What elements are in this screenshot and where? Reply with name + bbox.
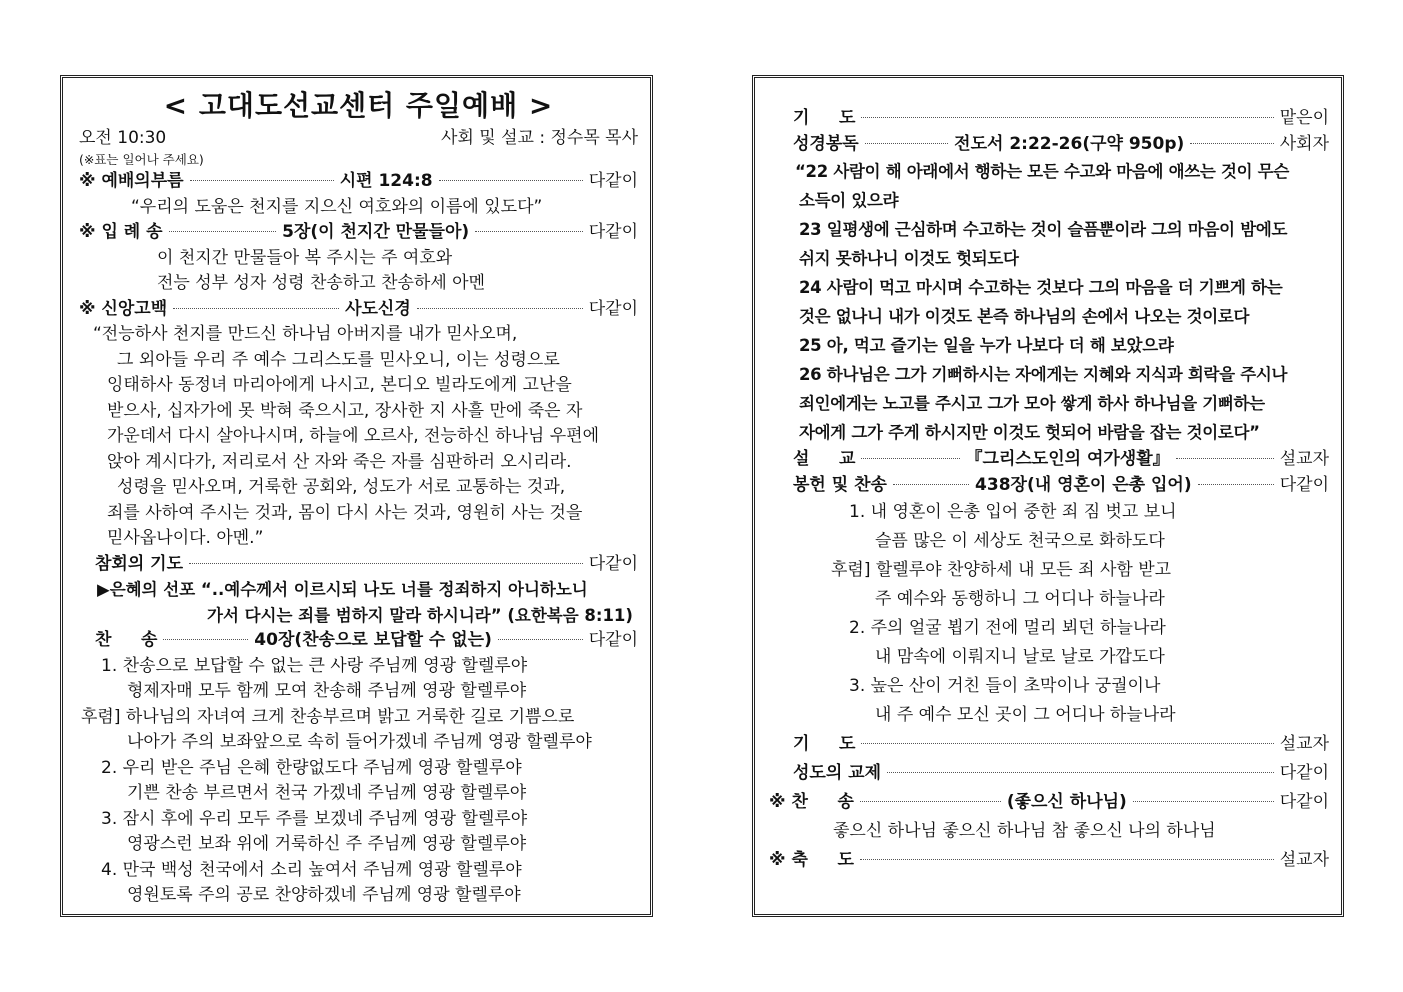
item-label: 찬 송 bbox=[95, 630, 158, 650]
call-verse: “우리의 도움은 천지를 지으신 여호와의 이름에 있도다” bbox=[131, 196, 543, 217]
left-page-content bbox=[79, 78, 638, 909]
item-center: 사도신경 bbox=[345, 298, 411, 319]
dot-leader bbox=[1198, 484, 1274, 485]
dot-leader bbox=[860, 801, 1001, 802]
hymn-line: 형제자매 모두 함께 모여 찬송해 주님께 영광 할렐루야 bbox=[127, 681, 527, 701]
offering-line: 내 주 예수 모신 곳이 그 어디나 하늘나라 bbox=[875, 705, 1176, 725]
item-label: 기 도 bbox=[793, 108, 856, 128]
item-center: 40장(찬송으로 보답할 수 없는) bbox=[254, 630, 492, 650]
reading-line: 자에게 그가 주게 하시지만 이것도 헛되어 바람을 잡는 것이로다” bbox=[799, 423, 1260, 442]
item-label: ※ 축 도 bbox=[769, 850, 854, 870]
item-prayer bbox=[769, 106, 1329, 132]
grace-line: ▶은혜의 선포 “..예수께서 이르시되 나도 너를 정죄하지 아니하노니 bbox=[97, 580, 588, 599]
creed-line: 받으사, 십자가에 못 박혀 죽으시고, 장사한 지 사흘 만에 죽은 자 bbox=[107, 400, 583, 421]
offering-line: 슬픔 많은 이 세상도 천국으로 화하도다 bbox=[875, 531, 1165, 551]
dot-leader bbox=[861, 117, 1273, 118]
item-label: 참회의 기도 bbox=[95, 553, 184, 574]
right-page-content bbox=[769, 106, 1329, 875]
hymn-line: 영원토록 주의 공로 찬양하겠네 주님께 영광 할렐루야 bbox=[127, 885, 521, 905]
offering-line: 3. 높은 산이 거친 들이 초막이나 궁궐이나 bbox=[849, 676, 1161, 696]
item-label: 봉헌 및 찬송 bbox=[793, 474, 887, 495]
item-prayer-2 bbox=[769, 730, 1329, 759]
item-entrance-hymn bbox=[79, 220, 638, 246]
reading-line: 죄인에게는 노고를 주시고 그가 모아 쌓게 하사 하나님을 기뻐하는 bbox=[799, 394, 1265, 413]
creed-line: 죄를 사하여 주시는 것과, 몸이 다시 사는 것과, 영원히 사는 것을 bbox=[107, 502, 583, 523]
dot-leader bbox=[1176, 458, 1274, 459]
offering-line: 내 맘속에 이뤄지니 날로 날로 가깝도다 bbox=[875, 647, 1165, 667]
item-sermon bbox=[769, 447, 1329, 473]
hymn-line: 2. 우리 받은 주님 은혜 한량없도다 주님께 영광 할렐루야 bbox=[101, 757, 522, 778]
dot-leader bbox=[173, 308, 339, 309]
item-role: 다같이 bbox=[588, 171, 639, 191]
item-role: 다같이 bbox=[1279, 474, 1329, 495]
right-page bbox=[752, 75, 1344, 917]
reading-line: 것은 없나니 내가 이것도 본즉 하나님의 손에서 나오는 것이로다 bbox=[799, 307, 1250, 326]
item-role: 다같이 bbox=[588, 298, 638, 319]
dot-leader bbox=[189, 563, 583, 564]
item-role: 다같이 bbox=[588, 222, 639, 242]
grace-line: 가서 다시는 죄를 범하지 말라 하시니라” (요한복음 8:11) bbox=[207, 605, 633, 625]
item-call-to-worship bbox=[79, 169, 638, 195]
hymn-line: 4. 만국 백성 천국에서 소리 높여서 주님께 영광 할렐루야 bbox=[101, 859, 522, 880]
creed-line: 가운데서 다시 살아나시며, 하늘에 오르사, 전능하신 하나님 우편에 bbox=[107, 426, 600, 446]
item-role: 설교자 bbox=[1279, 850, 1329, 870]
offering-line: 후렴] 할렐루야 찬양하세 내 모든 죄 사함 받고 bbox=[831, 560, 1172, 580]
dot-leader bbox=[893, 484, 969, 485]
item-role: 설교자 bbox=[1279, 734, 1329, 754]
reading-line: 25 아, 먹고 즐기는 일을 누가 나보다 더 해 보았으랴 bbox=[799, 336, 1174, 355]
service-time: 오전 10:30 bbox=[79, 128, 167, 148]
item-label: 기 도 bbox=[793, 734, 856, 754]
item-label: 성도의 교제 bbox=[793, 763, 882, 783]
dot-leader bbox=[169, 231, 277, 232]
service-meta bbox=[79, 126, 638, 151]
offering-line: 1. 내 영혼이 은총 입어 중한 죄 짐 벗고 보니 bbox=[849, 502, 1177, 522]
item-label: ※ 입 례 송 bbox=[79, 222, 163, 242]
reading-line: 24 사람이 먹고 마시며 수고하는 것보다 그의 마음을 더 기쁘게 하는 bbox=[799, 278, 1283, 297]
creed-line: 그 외아들 우리 주 예수 그리스도를 믿사오니, 이는 성령으로 bbox=[117, 349, 560, 370]
item-center: (좋으신 하나님) bbox=[1006, 792, 1127, 812]
left-page bbox=[60, 75, 653, 917]
offering-line: 2. 주의 얼굴 뵙기 전에 멀리 뵈던 하늘나라 bbox=[849, 618, 1166, 638]
item-label: 설 교 bbox=[793, 449, 856, 469]
reading-line: 26 하나님은 그가 기뻐하시는 자에게는 지혜와 지식과 희락을 주시나 bbox=[799, 365, 1288, 384]
hymn-line: 후렴] 하나님의 자녀여 크게 찬송부르며 밝고 거룩한 길로 기쁨으로 bbox=[81, 706, 575, 727]
item-hymn bbox=[79, 628, 638, 654]
dot-leader bbox=[865, 143, 948, 144]
item-center: 전도서 2:22-26(구약 950p) bbox=[954, 133, 1185, 154]
dot-leader bbox=[1190, 143, 1273, 144]
item-label: ※ 신앙고백 bbox=[79, 298, 168, 319]
reading-line: “22 사람이 해 아래에서 행하는 모든 수고와 마음에 애쓰는 것이 무슨 bbox=[795, 162, 1289, 181]
offering-line: 주 예수와 동행하니 그 어디나 하늘나라 bbox=[875, 589, 1165, 609]
item-hymn-2 bbox=[769, 788, 1329, 817]
item-center: 『그리스도인의 여가생활』 bbox=[965, 449, 1170, 469]
dot-leader bbox=[861, 743, 1273, 744]
reading-line: 23 일평생에 근심하며 수고하는 것이 슬픔뿐이라 그의 마음이 밤에도 bbox=[799, 220, 1288, 239]
dot-leader bbox=[417, 308, 583, 309]
item-label: 성경봉독 bbox=[793, 133, 859, 154]
item-benediction bbox=[769, 846, 1329, 875]
hymn-line: 3. 잠시 후에 우리 모두 주를 보겠네 주님께 영광 할렐루야 bbox=[101, 808, 528, 829]
creed-line: 믿사옵나이다. 아멘.” bbox=[107, 528, 264, 548]
entrance-line: 이 천지간 만물들아 복 주시는 주 여호와 bbox=[157, 247, 453, 268]
item-role: 다같이 bbox=[588, 630, 638, 650]
service-presider: 사회 및 설교 : 정수목 목사 bbox=[441, 128, 638, 148]
hymn-line: 1. 찬송으로 보답할 수 없는 큰 사랑 주님께 영광 할렐루야 bbox=[101, 655, 528, 676]
page-title: < 고대도선교센터 주일예배 > bbox=[163, 89, 554, 122]
dot-leader bbox=[860, 859, 1274, 860]
creed-line: 앉아 계시다가, 저리로서 산 자와 죽은 자를 심판하러 오시리라. bbox=[107, 451, 572, 472]
item-role: 맡은이 bbox=[1279, 108, 1329, 128]
dot-leader bbox=[861, 458, 959, 459]
dot-leader bbox=[163, 639, 248, 640]
item-center: 시편 124:8 bbox=[339, 171, 433, 191]
item-role: 다같이 bbox=[1279, 763, 1329, 783]
dot-leader bbox=[1133, 801, 1274, 802]
dot-leader bbox=[887, 772, 1274, 773]
dot-leader bbox=[190, 180, 334, 181]
creed-line: 성령을 믿사오며, 거룩한 공회와, 성도가 서로 교통하는 것과, bbox=[117, 477, 566, 497]
item-repentance-prayer bbox=[79, 552, 638, 578]
item-role: 설교자 bbox=[1279, 449, 1330, 469]
item-role: 다같이 bbox=[588, 553, 638, 574]
item-role: 사회자 bbox=[1279, 133, 1329, 154]
reading-line: 소득이 있으랴 bbox=[799, 191, 899, 210]
hymn-line: 기쁜 찬송 부르면서 천국 가겠네 주님께 영광 할렐루야 bbox=[127, 783, 527, 803]
dot-leader bbox=[475, 231, 583, 232]
dot-leader bbox=[439, 180, 583, 181]
hymn2-line: 좋으신 하나님 좋으신 하나님 참 좋으신 나의 하나님 bbox=[833, 821, 1216, 841]
item-scripture-reading bbox=[769, 132, 1329, 158]
entrance-line: 전능 성부 성자 성령 찬송하고 찬송하세 아멘 bbox=[157, 273, 486, 293]
hymn-line: 영광스런 보좌 위에 거룩하신 주 주님께 영광 할렐루야 bbox=[127, 834, 527, 854]
creed-line: “전능하사 천지를 만드신 하나님 아버지를 내가 믿사오며, bbox=[93, 324, 518, 344]
item-fellowship bbox=[769, 759, 1329, 788]
item-label: ※ 예배의부름 bbox=[79, 171, 184, 191]
standing-note: (※표는 일어나 주세요) bbox=[79, 152, 204, 167]
item-creed bbox=[79, 297, 638, 323]
item-center: 5장(이 천지간 만물들아) bbox=[282, 222, 470, 242]
reading-line: 쉬지 못하나니 이것도 헛되도다 bbox=[799, 249, 1019, 268]
item-label: ※ 찬 송 bbox=[769, 792, 854, 812]
item-center: 438장(내 영혼이 은총 입어) bbox=[975, 474, 1192, 495]
hymn-line: 나아가 주의 보좌앞으로 속히 들어가겠네 주님께 영광 할렐루야 bbox=[127, 732, 592, 752]
item-offering bbox=[769, 473, 1329, 499]
dot-leader bbox=[498, 639, 583, 640]
creed-line: 잉태하사 동정녀 마리아에게 나시고, 본디오 빌라도에게 고난을 bbox=[107, 375, 572, 395]
item-role: 다같이 bbox=[1279, 792, 1330, 812]
